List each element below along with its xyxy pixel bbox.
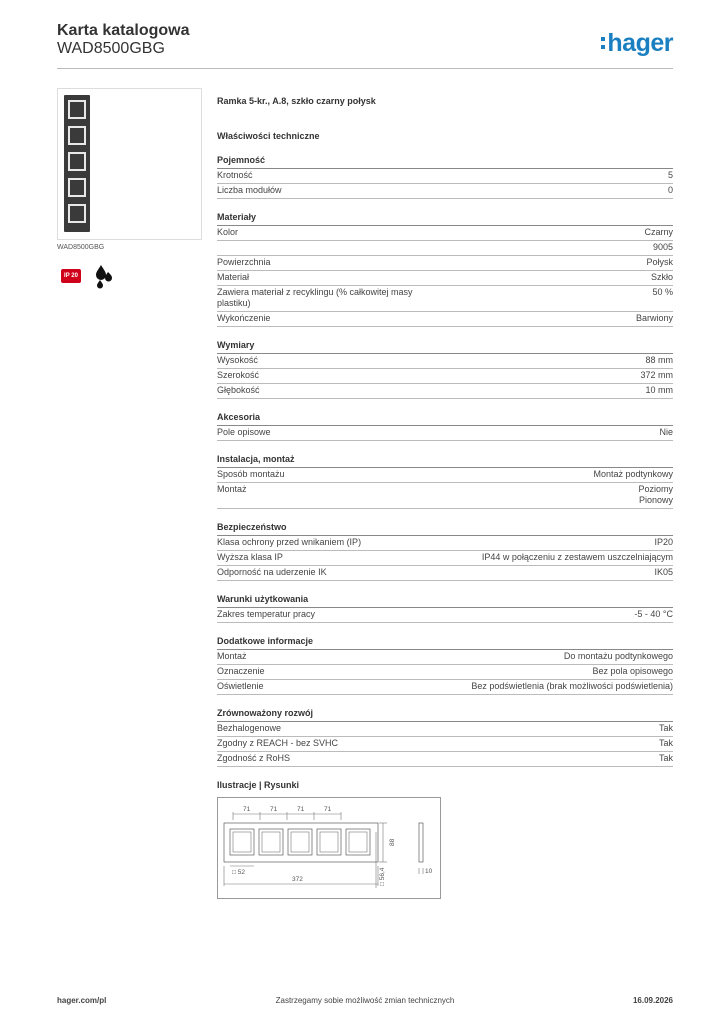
spec-label: Materiał: [217, 272, 250, 282]
spec-value: Do montażu podtynkowego: [563, 651, 673, 661]
spec-value: Montaż podtynkowy: [593, 469, 673, 479]
spec-row: [217, 566, 673, 581]
spec-value: 88 mm: [645, 355, 673, 365]
dim-opening: □ 52: [232, 869, 245, 876]
spec-label: Głębokość: [217, 385, 260, 395]
spec-row: [217, 468, 673, 483]
dim-pitch-1: 71: [243, 806, 251, 813]
footer-disclaimer: Zastrzegamy sobie możliwość zmian technicznych: [275, 996, 455, 1005]
spec-section: [217, 454, 673, 509]
spec-label: Oświetlenie: [217, 681, 264, 691]
spec-row: [217, 752, 673, 767]
document-header: [57, 22, 673, 70]
spec-row: [217, 184, 673, 199]
spec-row: [217, 608, 673, 623]
spec-row: [217, 722, 673, 737]
spec-label: Klasa ochrony przed wnikaniem (IP): [217, 537, 362, 547]
spec-section: [217, 636, 673, 695]
product-details: [217, 95, 673, 899]
section-title: Instalacja, montaż: [217, 454, 673, 468]
spec-value: 10 mm: [645, 385, 673, 395]
section-title: Warunki użytkowania: [217, 594, 673, 608]
spec-row: [217, 271, 673, 286]
spec-value: IP20: [654, 537, 673, 547]
spec-value: Tak: [658, 723, 673, 733]
section-title: Materiały: [217, 212, 673, 226]
spec-row: [217, 650, 673, 665]
spec-section: [217, 340, 673, 399]
spec-value: Połysk: [646, 257, 673, 267]
spec-row: [217, 680, 673, 695]
spec-label: Powierzchnia: [217, 257, 271, 267]
dim-depth: 10: [425, 868, 433, 875]
document-title: Karta katalogowa: [57, 22, 190, 39]
spec-value: Bez pola opisowego: [592, 666, 673, 676]
spec-value: Bez podświetlenia (brak możliwości podświetlenia): [471, 681, 673, 691]
technical-drawing: [217, 797, 441, 899]
footer-website-link[interactable]: hager.com/pl: [57, 996, 107, 1005]
spec-row: [217, 369, 673, 384]
dim-inner: □ 56,4: [379, 867, 386, 886]
spec-section: [217, 708, 673, 767]
spec-label: Zawiera materiał z recyklingu (% całkowitej masy plastiku): [217, 287, 413, 308]
spec-row: [217, 536, 673, 551]
spec-row: [217, 169, 673, 184]
spec-label: Wyższa klasa IP: [217, 552, 283, 562]
dim-height: 88: [389, 838, 396, 846]
spec-row: [217, 737, 673, 752]
product-image-caption: WAD8500GBG: [57, 244, 105, 251]
spec-value: Nie: [659, 427, 673, 437]
spec-label: Sposób montażu: [217, 469, 285, 479]
spec-value: 50 %: [652, 287, 673, 297]
section-title: Akcesoria: [217, 412, 673, 426]
logo-dots-icon: [601, 37, 605, 49]
dimension-drawing: [218, 798, 440, 898]
spec-row: [217, 226, 673, 241]
spec-row: [217, 312, 673, 327]
spec-section: [217, 522, 673, 581]
spec-label: Zakres temperatur pracy: [217, 609, 316, 619]
dim-width: 372: [292, 876, 303, 883]
spec-label: Zgodność z RoHS: [217, 753, 291, 763]
spec-value: 372 mm: [640, 370, 673, 380]
dim-pitch-3: 71: [297, 806, 305, 813]
spec-value: Poziomy Pionowy: [638, 484, 673, 505]
spec-row: [217, 256, 673, 271]
spec-row: [217, 286, 673, 312]
dim-pitch-4: 71: [324, 806, 332, 813]
illustrations-title: Ilustracje | Rysunki: [217, 780, 300, 790]
spec-label: Wysokość: [217, 355, 258, 365]
dim-pitch-2: 71: [270, 806, 278, 813]
spec-row: [217, 483, 673, 509]
spec-row: [217, 241, 673, 256]
section-title: Wymiary: [217, 340, 673, 354]
product-name: Ramka 5-kr., A.8, szkło czarny połysk: [217, 96, 376, 106]
spec-label: Zgodny z REACH - bez SVHC: [217, 738, 339, 748]
spec-section: [217, 594, 673, 623]
logo-text: hager: [607, 28, 673, 57]
spec-row: [217, 551, 673, 566]
product-image: [57, 88, 202, 240]
spec-label: Krotność: [217, 170, 253, 180]
spec-label: Wykończenie: [217, 313, 271, 323]
spec-value: Szkło: [650, 272, 673, 282]
water-drops-icon: [93, 263, 115, 289]
spec-row: [217, 384, 673, 399]
spec-label: Odporność na uderzenie IK: [217, 567, 327, 577]
product-code: WAD8500GBG: [57, 40, 165, 57]
spec-section: [217, 155, 673, 199]
section-title: Bezpieczeństwo: [217, 522, 673, 536]
spec-label: Szerokość: [217, 370, 260, 380]
spec-row: [217, 426, 673, 441]
hager-logo[interactable]: [601, 30, 673, 56]
section-title: Pojemność: [217, 155, 673, 169]
section-title: Zrównoważony rozwój: [217, 708, 673, 722]
spec-label: Bezhalogenowe: [217, 723, 282, 733]
specification-sections: [217, 155, 673, 767]
feature-icons: [61, 263, 115, 289]
spec-value: IK05: [654, 567, 673, 577]
spec-label: Liczba modułów: [217, 185, 282, 195]
spec-value: Tak: [658, 738, 673, 748]
spec-value: 0: [667, 185, 673, 195]
spec-value: Czarny: [644, 227, 673, 237]
spec-section: [217, 212, 673, 327]
spec-label: Montaż: [217, 484, 247, 494]
spec-row: [217, 665, 673, 680]
frame-picture: [64, 95, 90, 232]
spec-row: [217, 354, 673, 369]
spec-value: IP44 w połączeniu z zestawem uszczelniającym: [481, 552, 673, 562]
technical-properties-title: Właściwości techniczne: [217, 131, 320, 141]
spec-value: -5 - 40 °C: [634, 609, 673, 619]
spec-label: Oznaczenie: [217, 666, 265, 676]
spec-label: Montaż: [217, 651, 247, 661]
spec-section: [217, 412, 673, 441]
spec-value: 9005: [652, 242, 673, 252]
footer-date: 16.09.2026: [632, 996, 673, 1005]
spec-value: Barwiony: [635, 313, 673, 323]
spec-label: Pole opisowe: [217, 427, 271, 437]
ip-rating-icon: IP 20: [61, 269, 81, 283]
spec-label: Kolor: [217, 227, 239, 237]
header-divider: [57, 68, 673, 69]
section-title: Dodatkowe informacje: [217, 636, 673, 650]
spec-value: 5: [667, 170, 673, 180]
spec-value: Tak: [658, 753, 673, 763]
